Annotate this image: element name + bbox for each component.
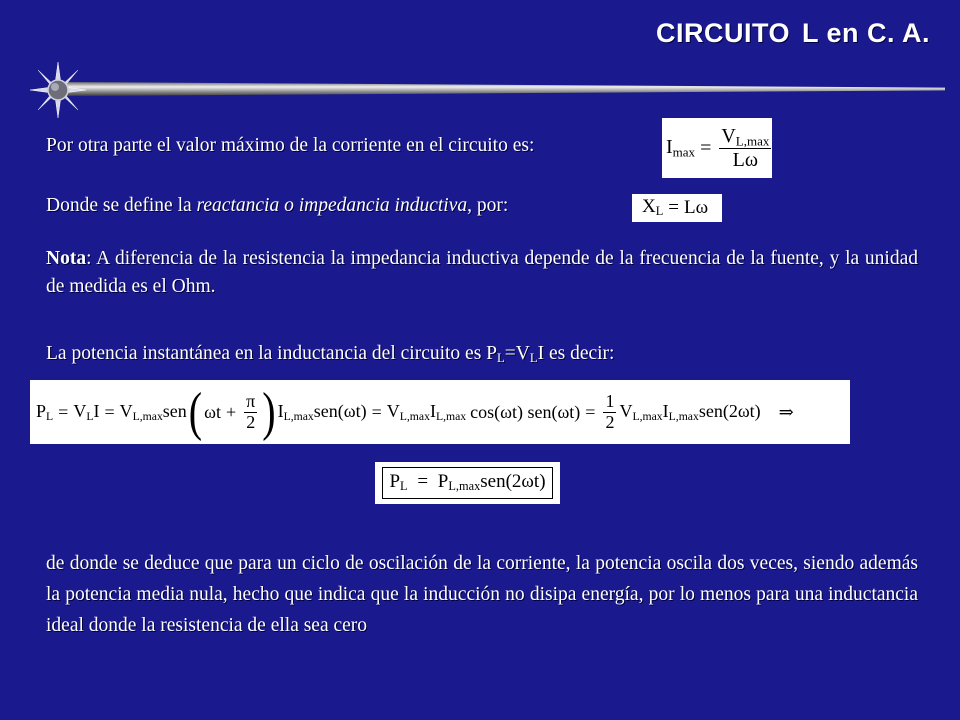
result-formula (375, 462, 560, 504)
nota-label: Nota (46, 248, 87, 269)
max-current-text: Por otra parte el valor máximo de la corriente en el circuito es: (46, 135, 535, 156)
xl-lhs: $X_L$ (642, 196, 664, 219)
xl-rhs: Lω (684, 197, 709, 218)
slide-title (656, 18, 930, 49)
title-word-1: CIRCUITO (655, 18, 790, 48)
imax-fraction: $\frac{V_{L,max}}{L\omega}$ (721, 124, 770, 172)
decorative-bar (60, 82, 945, 96)
imax-lhs: $I_{max}$ (666, 135, 696, 160)
implies-arrow: ⇒ (778, 401, 794, 422)
xl-formula: $X_L$ = Lω (632, 194, 722, 222)
reactance-term: reactancia o impedancia inductiva (196, 195, 468, 216)
reactance-text: Donde se define la reactancia o impedancia inductiva, por: (46, 195, 509, 216)
imax-formula (662, 118, 772, 178)
conclusion-paragraph: de donde se deduce que para un ciclo de oscilación de la corriente, la potencia oscila dos veces, siendo además la potencia media nula, hecho que indica que la inducción no disipa energía, por lo menos para una inductancia ideal donde la resistencia de ella sea cero (46, 553, 918, 636)
nota-paragraph: Nota: A diferencia de la resistencia la impedancia inductiva depende de la frecuencia de la fuente, y la unidad de medida es el Ohm. (46, 248, 918, 297)
power-intro-text: La potencia instantánea en la inductancia del circuito es $P_L=V_LI$ es decir: (46, 343, 615, 366)
result-boxed: $P_L = P_{L,max}sen(2\omega t)$ (382, 467, 552, 498)
star-burst-icon (30, 62, 86, 118)
title-word-2: L en C. A. (801, 18, 930, 48)
imax-equals: = (700, 136, 712, 159)
power-formula: $P_L$ = $V_LI$ = $V_{L,max}sen$ ( ωt + $\frac{\pi}{2}$ ) $I_{L,max}sen(\omega t)$ = $V_{L,max}I_{L,max}$ cos(ωt) sen(ωt) = $\frac{1}{2}$ $V_{L,max}I_{L,max}sen(2\omega t)$ ⇒ (30, 380, 850, 444)
